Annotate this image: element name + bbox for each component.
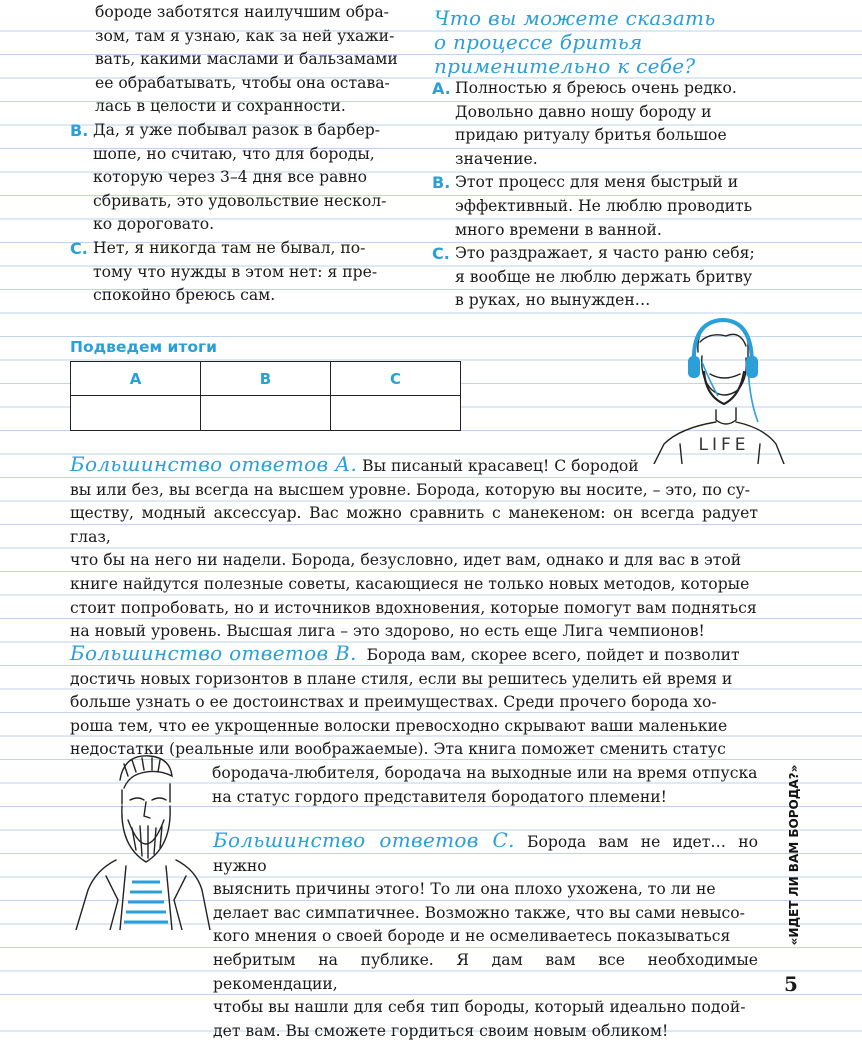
- text-line: книге найдутся полезные советы, касающиеся не только новых методов, которые: [70, 574, 750, 593]
- result-heading: Большинство ответов А.: [70, 452, 358, 476]
- text-line: ко дороговато.: [93, 215, 215, 234]
- text-line: Этот процесс для меня быстрый и: [455, 173, 739, 192]
- text-line: делает вас симпатичнее. Возможно также, что вы сами невысо-: [213, 903, 745, 922]
- text-line: Довольно давно ношу бороду и: [455, 102, 712, 121]
- option-letter: A.: [432, 79, 451, 98]
- text-line: Да, я уже побывал разок в барбер-: [93, 120, 381, 139]
- text-line: выяснить причины этого! То ли она плохо ухожена, то ли не: [213, 880, 716, 899]
- page-number: 5: [784, 972, 798, 996]
- text-line: роша тем, что ее укрощенные волоски превосходно скрывают ваши маленькие: [70, 716, 728, 735]
- text-line: бородача-любителя, бородача на выходные или на время отпуска: [212, 763, 758, 782]
- text-line: больше узнать о ее достоинствах и преимуществах. Среди прочего борода хо-: [70, 693, 717, 712]
- text-line: что бы на него ни надели. Борода, безусловно, идет вам, однако и для вас в этой: [70, 551, 742, 570]
- question-title: [434, 6, 734, 78]
- left-option-b: [70, 119, 399, 237]
- result-a: [70, 453, 758, 644]
- right-option-a: [432, 77, 757, 171]
- left-option-c: [70, 237, 399, 308]
- man-headphones-illustration: [640, 312, 790, 464]
- text-line: Это раздражает, я часто раню себя;: [455, 244, 755, 263]
- text-line: недостатки (реальные или воображаемые). Эта книга поможет сменить статус: [70, 740, 726, 759]
- question-line: Что вы можете сказать: [434, 6, 716, 30]
- text-line: много времени в ванной.: [455, 220, 662, 239]
- text-line: придаю ритуалу бритья большое: [455, 126, 727, 145]
- text-line: которую через 3–4 дня все равно: [93, 168, 367, 187]
- text-line: спокойно бреюсь сам.: [93, 286, 276, 305]
- question-line: применительно к себе?: [434, 54, 696, 78]
- summary-cell-a[interactable]: [71, 396, 201, 431]
- text-line: зом, там я узнаю, как за ней ухажи-: [95, 26, 395, 45]
- right-option-c: [432, 242, 757, 313]
- text-line: ществу, модный аксессуар. Вас можно сравнить с манекеном: он всегда радует глаз,: [70, 504, 758, 546]
- right-option-b: [432, 171, 757, 242]
- summary-column-a: A: [71, 362, 201, 396]
- text-line: значение.: [455, 149, 538, 168]
- text-line: сбривать, это удовольствие нескол-: [93, 191, 387, 210]
- result-heading: Большинство ответов С.: [213, 828, 515, 852]
- text-line: стоит попробовать, но и источников вдохновения, которые помогут вам подняться: [70, 598, 757, 617]
- text-line: шопе, но считаю, что для бороды,: [93, 144, 375, 163]
- text-line: Вы писаный красавец! С бородой: [362, 457, 639, 475]
- result-c: [213, 829, 758, 1043]
- text-line: Нет, я никогда там не бывал, по-: [93, 238, 366, 257]
- text-line: на статус гордого представителя бородатого племени!: [212, 787, 667, 806]
- summary-table: [70, 361, 461, 431]
- text-line: дет вам. Вы сможете гордиться своим новым обликом!: [213, 1021, 669, 1040]
- text-line: вы или без, вы всегда на высшем уровне. Борода, которую вы носите, – это, по су-: [70, 480, 751, 499]
- bearded-man-illustration: [66, 750, 214, 930]
- text-line: небритым на публике. Я дам вам все необходимые рекомендации,: [213, 950, 758, 993]
- summary-column-c: C: [331, 362, 461, 396]
- text-line: эффективный. Не люблю проводить: [455, 196, 753, 215]
- result-heading: Большинство ответов В.: [70, 641, 357, 665]
- summary-cell-b[interactable]: [201, 396, 331, 431]
- text-line: чтобы вы нашли для себя тип бороды, который идеально подой-: [213, 998, 746, 1017]
- text-line: на новый уровень. Высшая лига – это здорово, но есть еще Лига чемпионов!: [70, 622, 705, 641]
- text-line: Полностью я бреюсь очень редко.: [455, 79, 737, 97]
- right-options: [432, 77, 757, 313]
- text-line: я вообще не люблю держать бритву: [455, 267, 753, 286]
- option-letter: C.: [432, 244, 450, 264]
- text-line: бороде заботятся наилучшим обра-: [95, 3, 389, 21]
- text-line: тому что нужды в этом нет: я пре-: [93, 262, 378, 281]
- text-line: ее обрабатывать, чтобы она остава-: [95, 73, 390, 92]
- text-line: кого мнения о своей бороде и не осмеливаетесь показываться: [213, 927, 731, 946]
- option-letter: B.: [432, 173, 451, 193]
- text-line: вать, какими маслами и бальзамами: [95, 50, 398, 69]
- summary-cell-c[interactable]: [331, 396, 461, 431]
- text-line: Борода вам не идет… но нужно: [213, 833, 758, 875]
- text-line: в руках, но вынужден…: [455, 291, 651, 310]
- left-column: [70, 1, 399, 308]
- text-line: Борода вам, скорее всего, пойдет и позволит: [366, 646, 740, 664]
- summary-title: Подведем итоги: [70, 338, 218, 356]
- left-intro-text: [70, 1, 399, 119]
- chapter-title-vertical: «ИДЕТ ЛИ ВАМ БОРОДА?»: [787, 764, 801, 946]
- text-line: лась в целости и сохранности.: [95, 97, 346, 116]
- shirt-text: LIFE: [698, 435, 750, 455]
- text-line: достичь новых горизонтов в плане стиля, если вы решитесь уделить ей время и: [70, 669, 733, 688]
- option-letter: C.: [70, 238, 88, 258]
- question-line: о процессе бритья: [434, 30, 643, 54]
- chapter-sidebar: [782, 740, 806, 980]
- option-letter: B.: [70, 120, 89, 140]
- summary-column-b: B: [201, 362, 331, 396]
